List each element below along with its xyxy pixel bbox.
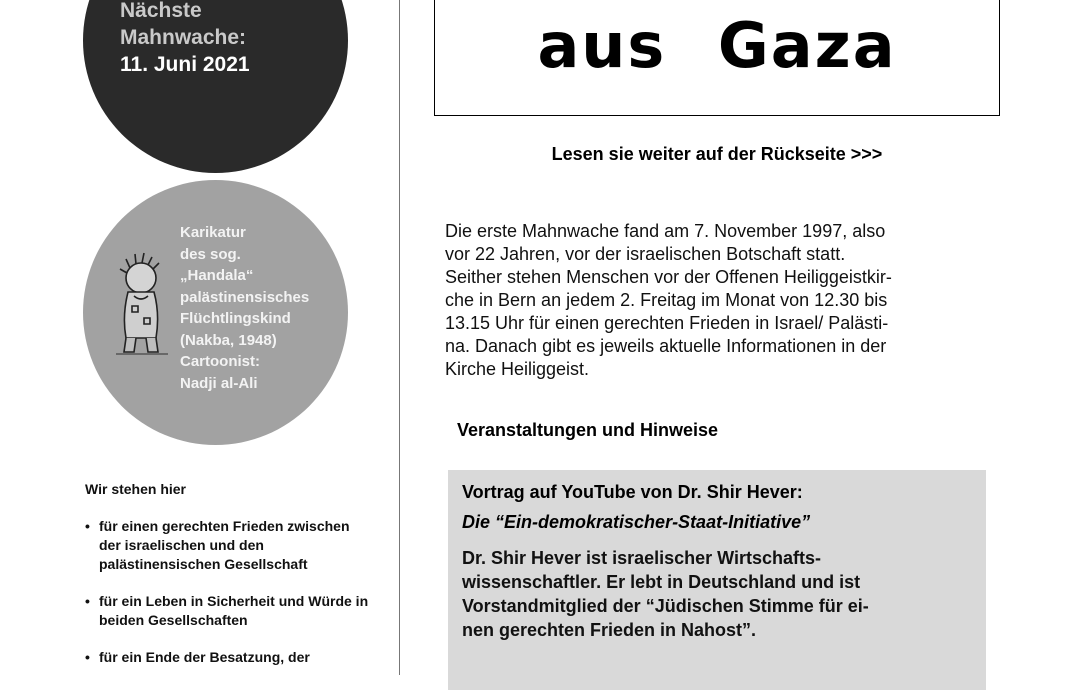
paragraph-line: na. Danach gibt es jeweils aktuelle Informationen in der xyxy=(445,336,887,356)
caption-line: „Handala“ xyxy=(180,267,254,284)
caption-line: (Nakba, 1948) xyxy=(180,331,277,349)
events-heading: Veranstaltungen und Hinweise xyxy=(457,420,719,440)
bullet-icon: • xyxy=(85,593,90,609)
next-vigil-label-2: Mahnwache: xyxy=(120,26,247,49)
cartoon-caption xyxy=(180,222,350,394)
paragraph-line: 13.15 Uhr für einen gerechten Frieden in Israel/ Palästi- xyxy=(445,313,889,333)
paragraph-line: che in Bern an jedem 2. Freitag im Monat von 12.30 bis xyxy=(445,290,888,310)
event-subtitle: Die “Ein-demokratischer-Staat-Initiative” xyxy=(462,512,811,532)
event-desc-line: Vorstandmitglied der “Jüdischen Stimme für ei- xyxy=(462,596,869,616)
list-item-text: für einen gerechten Frieden zwischen der israelischen und den palästinensischen Gesellschaft xyxy=(99,518,350,572)
caption-line: Cartoonist: xyxy=(180,353,260,370)
column-divider xyxy=(399,0,400,675)
bullet-icon: • xyxy=(85,518,90,534)
next-vigil-date: 11. Juni 2021 xyxy=(120,53,250,76)
principles-section xyxy=(85,480,370,685)
list-item xyxy=(85,592,370,630)
caption-line: Flüchtlingskind xyxy=(180,310,291,327)
event-desc-line: wissenschaftler. Er lebt in Deutschland und ist xyxy=(462,572,861,592)
paragraph-line: Seither stehen Menschen vor der Offenen Heiliggeistkir- xyxy=(445,267,892,287)
read-more-note: Lesen sie weiter auf der Rückseite >>> xyxy=(551,144,883,164)
list-item-text: für ein Ende der Besatzung, der xyxy=(99,649,310,665)
principles-intro: Wir stehen hier xyxy=(85,481,187,497)
principles-list xyxy=(85,517,370,667)
event-title: Vortrag auf YouTube von Dr. Shir Hever: xyxy=(462,482,803,502)
paragraph-line: Kirche Heiliggeist. xyxy=(445,359,590,379)
next-vigil-label-1: Nächste xyxy=(120,0,202,22)
event-box xyxy=(448,470,986,690)
event-description xyxy=(462,546,977,642)
caption-line: Nadji al-Ali xyxy=(180,374,258,392)
caption-line: Karikatur xyxy=(180,224,246,241)
history-paragraph xyxy=(445,220,990,381)
list-item xyxy=(85,517,370,574)
event-desc-line: nen gerechten Frieden in Nahost”. xyxy=(462,620,757,640)
paragraph-line: vor 22 Jahren, vor der israelischen Botschaft statt. xyxy=(445,244,846,264)
event-desc-line: Dr. Shir Hever ist israelischer Wirtschafts- xyxy=(462,548,821,568)
handala-cartoon-icon xyxy=(110,246,172,358)
caption-line: palästinensisches xyxy=(180,288,310,306)
caption-line: des sog. xyxy=(180,245,241,263)
headline: aus Gaza xyxy=(537,9,897,82)
headline-box xyxy=(434,0,1000,116)
list-item xyxy=(85,648,370,667)
list-item-text: für ein Leben in Sicherheit und Würde in beiden Gesellschaften xyxy=(99,593,369,628)
paragraph-line: Die erste Mahnwache fand am 7. November 1997, also xyxy=(445,221,886,241)
bullet-icon: • xyxy=(85,649,90,665)
next-vigil-text xyxy=(120,0,320,78)
